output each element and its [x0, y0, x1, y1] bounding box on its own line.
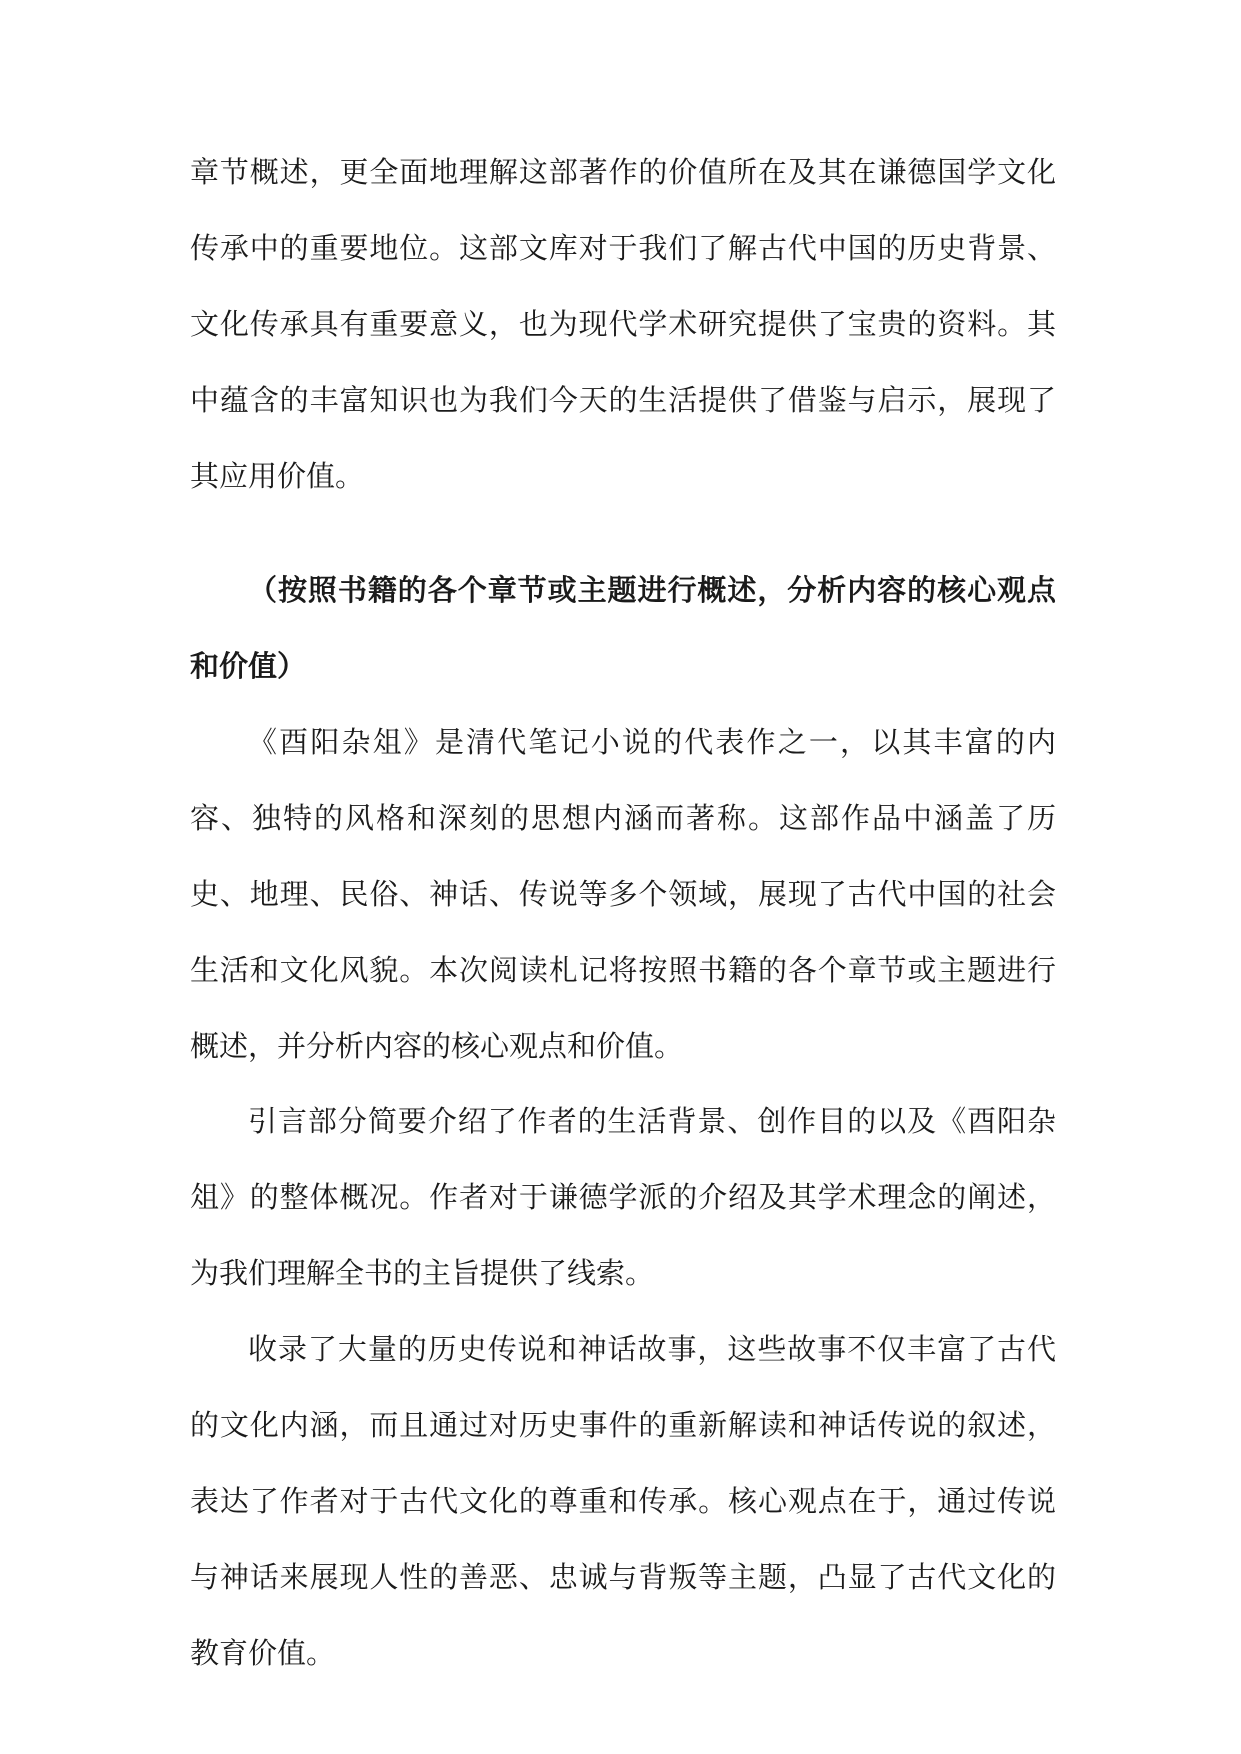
section-heading: （按照书籍的各个章节或主题进行概述，分析内容的核心观点和价值） — [190, 573, 1056, 683]
body-paragraph: 《酉阳杂俎》是清代笔记小说的代表作之一，以其丰富的内容、独特的风格和深刻的思想内涵而著称。这部作品中涵盖了历史、地理、民俗、神话、传说等多个领域，展现了古代中国的社会生活和文化风貌。本次阅读札记将按照书籍的各个章节或主题进行概述，并分析内容的核心观点和价值。 — [190, 725, 1056, 1063]
body-paragraph: 引言部分简要介绍了作者的生活背景、创作目的以及《酉阳杂俎》的整体概况。作者对于谦德学派的介绍及其学术理念的阐述，为我们理解全书的主旨提供了线索。 — [190, 1104, 1056, 1290]
body-paragraph: 章节概述，更全面地理解这部著作的价值所在及其在谦德国学文化传承中的重要地位。这部文库对于我们了解古代中国的历史背景、文化传承具有重要意义，也为现代学术研究提供了宝贵的资料。其中蕴含的丰富知识也为我们今天的生活提供了借鉴与启示，展现了其应用价值。 — [190, 155, 1056, 493]
body-paragraph: 收录了大量的历史传说和神话故事，这些故事不仅丰富了古代的文化内涵，而且通过对历史事件的重新解读和神话传说的叙述，表达了作者对于古代文化的尊重和传承。核心观点在于，通过传说与神话来展现人性的善恶、忠诚与背叛等主题，凸显了古代文化的教育价值。 — [190, 1332, 1056, 1670]
